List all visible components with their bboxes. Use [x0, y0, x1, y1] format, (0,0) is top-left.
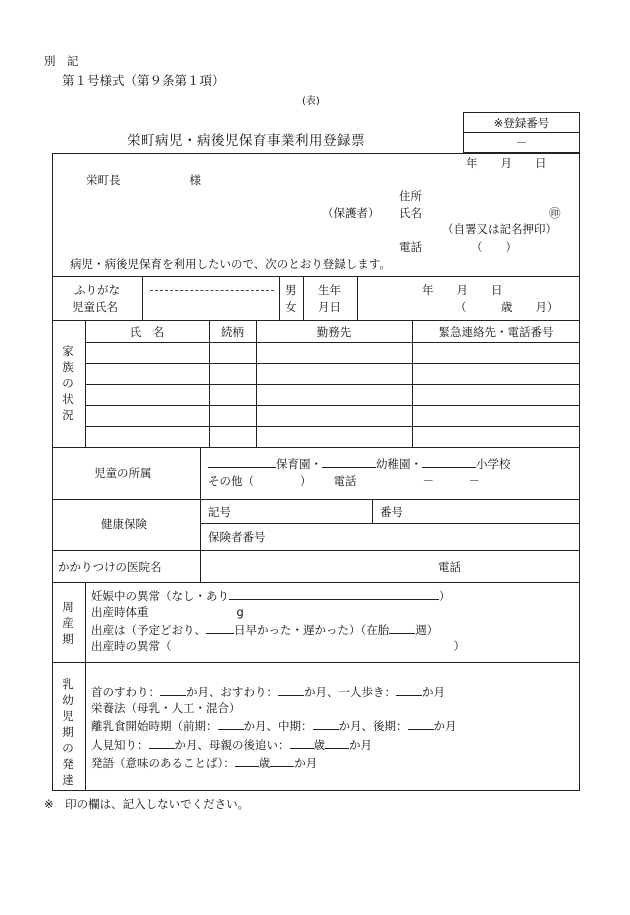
- birth-weight[interactable]: 出産時体重 g: [91, 605, 244, 619]
- address-label: 住所: [399, 189, 422, 203]
- family-col-name: 氏 名: [129, 325, 165, 339]
- form-number: 第１号様式（第９条第１項）: [62, 73, 225, 88]
- insurance-number[interactable]: 番号: [380, 505, 403, 519]
- seal-mark: ㊞: [549, 206, 561, 220]
- insurer-number[interactable]: 保険者番号: [208, 530, 266, 544]
- clinic-label: かかりつけの医院名: [58, 560, 162, 574]
- date-line[interactable]: 年 月 日: [466, 156, 547, 170]
- name-label: 氏名: [399, 206, 422, 220]
- weaning-start[interactable]: 離乳食開始時期（前期： か月、中期： か月、後期： か月: [91, 719, 457, 733]
- birth-abnormality[interactable]: 出産時の異常（ ）: [91, 639, 465, 653]
- phone-field[interactable]: （ ）: [471, 240, 517, 254]
- stranger-anxiety[interactable]: 人見知り： か月、母親の後追い： 歳 か月: [91, 738, 372, 752]
- school-line-2[interactable]: その他（ ） 電話 － －: [208, 474, 480, 488]
- pregnancy-abnormality[interactable]: 妊娠中の異常（なし・あり ）: [91, 589, 451, 603]
- appendix-label: 別 記: [44, 54, 79, 68]
- family-section-label: 家 族 の 状 況: [62, 344, 74, 422]
- speech-onset[interactable]: 発語（意味のあることば）： 歳 か月: [91, 756, 318, 770]
- male-option[interactable]: 男: [285, 283, 297, 297]
- registration-label: ※登録番号: [493, 116, 550, 130]
- child-name-label: 児童氏名: [72, 300, 118, 314]
- clinic-phone[interactable]: 電話: [438, 560, 461, 574]
- birth-label-1: 生年: [318, 283, 341, 297]
- insurance-symbol[interactable]: 記号: [208, 505, 231, 519]
- family-col-emergency: 緊急連絡先・電話番号: [438, 325, 554, 339]
- side-label: (表): [302, 96, 320, 107]
- request-text: 病児・病後児保育を利用したいので、次のとおり登録します。: [70, 257, 391, 271]
- birth-timing[interactable]: 出産は（予定どおり、 日早かった・遅かった）（在胎 週）: [91, 623, 439, 637]
- insurance-label: 健康保険: [101, 517, 147, 531]
- feeding-method[interactable]: 栄養法（母乳・人工・混合）: [91, 701, 241, 715]
- phone-label: 電話: [399, 240, 422, 254]
- furigana-label: ふりがな: [74, 283, 120, 297]
- page-title: 栄町病児・病後児保育事業利用登録票: [127, 133, 365, 149]
- age-field[interactable]: （ 歳 月）: [455, 300, 559, 314]
- motor-milestones[interactable]: 首のすわり： か月、おすわり： か月、一人歩き： か月: [91, 685, 445, 699]
- addressee: 栄町長 様: [86, 173, 201, 187]
- guardian-label: （保護者）: [322, 206, 380, 220]
- development-section-label: 乳 幼 児 期 の 発 達: [62, 677, 74, 787]
- footnote: ※ 印の欄は、記入しないでください。: [44, 797, 250, 811]
- furigana-divider: [150, 290, 274, 291]
- family-col-relation: 続柄: [221, 325, 244, 339]
- school-line-1[interactable]: 保育園・ 幼稚園・ 小学校: [208, 456, 511, 471]
- registration-value[interactable]: －: [515, 136, 528, 150]
- birth-date-field[interactable]: 年 月 日: [422, 283, 503, 297]
- school-label: 児童の所属: [94, 466, 152, 480]
- female-option[interactable]: 女: [285, 300, 297, 314]
- signature-note: （自署又は記名押印）: [442, 222, 557, 236]
- family-col-workplace: 勤務先: [316, 325, 352, 339]
- perinatal-section-label: 周 産 期: [62, 600, 74, 646]
- birth-label-2: 月日: [318, 300, 341, 314]
